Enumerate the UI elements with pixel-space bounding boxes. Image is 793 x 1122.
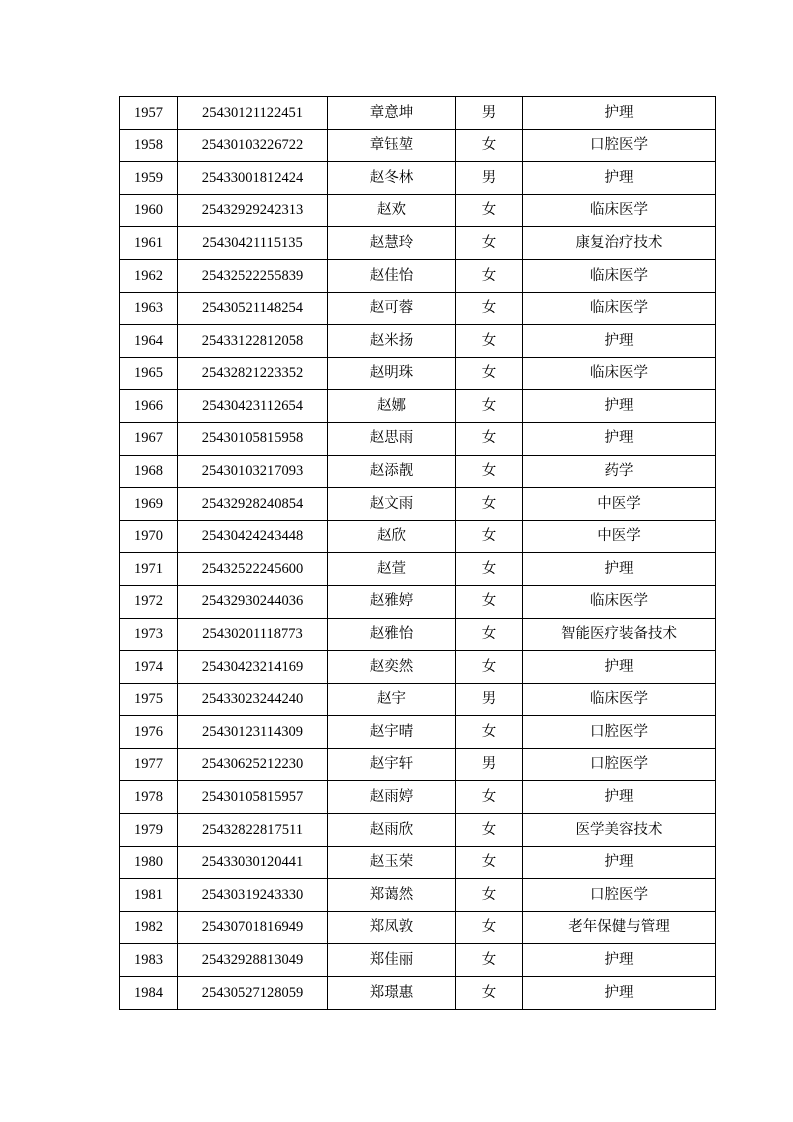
major-cell: 老年保健与管理 — [523, 911, 716, 944]
student-name-cell: 赵雨欣 — [328, 814, 456, 847]
student-name-cell: 郑凤敦 — [328, 911, 456, 944]
table-row — [120, 748, 716, 781]
row-number-cell: 1978 — [120, 781, 178, 814]
major-cell: 药学 — [523, 455, 716, 488]
major-cell: 临床医学 — [523, 259, 716, 292]
row-number-cell: 1980 — [120, 846, 178, 879]
candidate-id-cell: 25430521148254 — [178, 292, 328, 325]
gender-cell: 女 — [456, 585, 523, 618]
student-name-cell: 赵娜 — [328, 390, 456, 423]
row-number-cell: 1966 — [120, 390, 178, 423]
row-number-cell: 1976 — [120, 716, 178, 749]
major-cell: 护理 — [523, 553, 716, 586]
major-cell: 中医学 — [523, 520, 716, 553]
student-name-cell: 赵宇轩 — [328, 748, 456, 781]
row-number-cell: 1982 — [120, 911, 178, 944]
gender-cell: 男 — [456, 748, 523, 781]
gender-cell: 女 — [456, 944, 523, 977]
student-name-cell: 赵宇 — [328, 683, 456, 716]
table-row — [120, 227, 716, 260]
row-number-cell: 1971 — [120, 553, 178, 586]
major-cell: 临床医学 — [523, 683, 716, 716]
row-number-cell: 1959 — [120, 162, 178, 195]
row-number-cell: 1974 — [120, 651, 178, 684]
gender-cell: 女 — [456, 422, 523, 455]
candidate-id-cell: 25432822817511 — [178, 814, 328, 847]
candidate-id-cell: 25433023244240 — [178, 683, 328, 716]
candidate-id-cell: 25430527128059 — [178, 977, 328, 1010]
candidate-id-cell: 25430424243448 — [178, 520, 328, 553]
table-row — [120, 325, 716, 358]
candidate-id-cell: 25430201118773 — [178, 618, 328, 651]
row-number-cell: 1977 — [120, 748, 178, 781]
gender-cell: 女 — [456, 390, 523, 423]
table-row — [120, 259, 716, 292]
candidate-id-cell: 25430701816949 — [178, 911, 328, 944]
candidate-id-cell: 25430121122451 — [178, 97, 328, 130]
table-row — [120, 129, 716, 162]
major-cell: 临床医学 — [523, 357, 716, 390]
row-number-cell: 1983 — [120, 944, 178, 977]
row-number-cell: 1957 — [120, 97, 178, 130]
candidate-id-cell: 25430105815957 — [178, 781, 328, 814]
student-name-cell: 赵米扬 — [328, 325, 456, 358]
table-row — [120, 553, 716, 586]
row-number-cell: 1970 — [120, 520, 178, 553]
row-number-cell: 1965 — [120, 357, 178, 390]
major-cell: 中医学 — [523, 488, 716, 521]
student-name-cell: 赵宇晴 — [328, 716, 456, 749]
table-row — [120, 194, 716, 227]
gender-cell: 男 — [456, 683, 523, 716]
candidate-id-cell: 25430103226722 — [178, 129, 328, 162]
student-name-cell: 赵萱 — [328, 553, 456, 586]
major-cell: 临床医学 — [523, 292, 716, 325]
gender-cell: 女 — [456, 520, 523, 553]
candidate-id-cell: 25430103217093 — [178, 455, 328, 488]
student-name-cell: 赵雅怡 — [328, 618, 456, 651]
candidate-id-cell: 25430123114309 — [178, 716, 328, 749]
table-row — [120, 455, 716, 488]
roster-body — [120, 97, 716, 1010]
gender-cell: 女 — [456, 325, 523, 358]
student-name-cell: 赵冬林 — [328, 162, 456, 195]
gender-cell: 女 — [456, 618, 523, 651]
table-row — [120, 814, 716, 847]
gender-cell: 女 — [456, 651, 523, 684]
candidate-id-cell: 25432821223352 — [178, 357, 328, 390]
student-name-cell: 赵佳怡 — [328, 259, 456, 292]
gender-cell: 女 — [456, 977, 523, 1010]
candidate-id-cell: 25432930244036 — [178, 585, 328, 618]
major-cell: 护理 — [523, 977, 716, 1010]
row-number-cell: 1968 — [120, 455, 178, 488]
student-name-cell: 赵雅婷 — [328, 585, 456, 618]
major-cell: 护理 — [523, 325, 716, 358]
candidate-id-cell: 25432929242313 — [178, 194, 328, 227]
major-cell: 护理 — [523, 97, 716, 130]
candidate-id-cell: 25430421115135 — [178, 227, 328, 260]
student-name-cell: 赵欢 — [328, 194, 456, 227]
candidate-id-cell: 25433122812058 — [178, 325, 328, 358]
student-name-cell: 郑璟惠 — [328, 977, 456, 1010]
gender-cell: 女 — [456, 846, 523, 879]
major-cell: 智能医疗装备技术 — [523, 618, 716, 651]
table-row — [120, 846, 716, 879]
gender-cell: 男 — [456, 162, 523, 195]
row-number-cell: 1962 — [120, 259, 178, 292]
table-row — [120, 781, 716, 814]
row-number-cell: 1981 — [120, 879, 178, 912]
gender-cell: 女 — [456, 357, 523, 390]
row-number-cell: 1960 — [120, 194, 178, 227]
major-cell: 护理 — [523, 390, 716, 423]
candidate-id-cell: 25430423112654 — [178, 390, 328, 423]
row-number-cell: 1961 — [120, 227, 178, 260]
gender-cell: 女 — [456, 227, 523, 260]
candidate-id-cell: 25432522255839 — [178, 259, 328, 292]
table-row — [120, 911, 716, 944]
gender-cell: 女 — [456, 129, 523, 162]
row-number-cell: 1984 — [120, 977, 178, 1010]
row-number-cell: 1963 — [120, 292, 178, 325]
candidate-id-cell: 25430423214169 — [178, 651, 328, 684]
student-name-cell: 赵添靓 — [328, 455, 456, 488]
student-name-cell: 赵思雨 — [328, 422, 456, 455]
major-cell: 康复治疗技术 — [523, 227, 716, 260]
table-row — [120, 422, 716, 455]
major-cell: 口腔医学 — [523, 129, 716, 162]
student-name-cell: 郑蔼然 — [328, 879, 456, 912]
table-row — [120, 162, 716, 195]
major-cell: 护理 — [523, 846, 716, 879]
major-cell: 护理 — [523, 651, 716, 684]
table-row — [120, 357, 716, 390]
student-name-cell: 赵明珠 — [328, 357, 456, 390]
table-row — [120, 618, 716, 651]
student-name-cell: 赵奕然 — [328, 651, 456, 684]
table-row — [120, 879, 716, 912]
row-number-cell: 1972 — [120, 585, 178, 618]
gender-cell: 男 — [456, 97, 523, 130]
gender-cell: 女 — [456, 292, 523, 325]
candidate-id-cell: 25432928813049 — [178, 944, 328, 977]
row-number-cell: 1973 — [120, 618, 178, 651]
major-cell: 护理 — [523, 944, 716, 977]
major-cell: 口腔医学 — [523, 879, 716, 912]
student-roster-table — [119, 96, 716, 1010]
major-cell: 临床医学 — [523, 194, 716, 227]
student-name-cell: 赵欣 — [328, 520, 456, 553]
student-name-cell: 章钰堃 — [328, 129, 456, 162]
major-cell: 口腔医学 — [523, 748, 716, 781]
gender-cell: 女 — [456, 553, 523, 586]
gender-cell: 女 — [456, 455, 523, 488]
candidate-id-cell: 25433001812424 — [178, 162, 328, 195]
row-number-cell: 1967 — [120, 422, 178, 455]
major-cell: 口腔医学 — [523, 716, 716, 749]
student-name-cell: 赵文雨 — [328, 488, 456, 521]
major-cell: 医学美容技术 — [523, 814, 716, 847]
row-number-cell: 1979 — [120, 814, 178, 847]
student-name-cell: 赵慧玲 — [328, 227, 456, 260]
row-number-cell: 1964 — [120, 325, 178, 358]
student-name-cell: 赵玉荣 — [328, 846, 456, 879]
table-row — [120, 520, 716, 553]
candidate-id-cell: 25432928240854 — [178, 488, 328, 521]
student-name-cell: 郑佳丽 — [328, 944, 456, 977]
gender-cell: 女 — [456, 194, 523, 227]
table-row — [120, 488, 716, 521]
table-row — [120, 97, 716, 130]
candidate-id-cell: 25433030120441 — [178, 846, 328, 879]
candidate-id-cell: 25430319243330 — [178, 879, 328, 912]
gender-cell: 女 — [456, 488, 523, 521]
major-cell: 护理 — [523, 422, 716, 455]
table-row — [120, 977, 716, 1010]
table-row — [120, 716, 716, 749]
gender-cell: 女 — [456, 716, 523, 749]
gender-cell: 女 — [456, 879, 523, 912]
table-row — [120, 683, 716, 716]
row-number-cell: 1958 — [120, 129, 178, 162]
student-name-cell: 赵可蓉 — [328, 292, 456, 325]
row-number-cell: 1975 — [120, 683, 178, 716]
candidate-id-cell: 25430625212230 — [178, 748, 328, 781]
table-row — [120, 292, 716, 325]
gender-cell: 女 — [456, 781, 523, 814]
table-row — [120, 944, 716, 977]
major-cell: 护理 — [523, 162, 716, 195]
table-row — [120, 585, 716, 618]
candidate-id-cell: 25430105815958 — [178, 422, 328, 455]
table-row — [120, 651, 716, 684]
student-name-cell: 章意坤 — [328, 97, 456, 130]
student-name-cell: 赵雨婷 — [328, 781, 456, 814]
gender-cell: 女 — [456, 911, 523, 944]
gender-cell: 女 — [456, 814, 523, 847]
table-row — [120, 390, 716, 423]
gender-cell: 女 — [456, 259, 523, 292]
major-cell: 护理 — [523, 781, 716, 814]
row-number-cell: 1969 — [120, 488, 178, 521]
candidate-id-cell: 25432522245600 — [178, 553, 328, 586]
major-cell: 临床医学 — [523, 585, 716, 618]
